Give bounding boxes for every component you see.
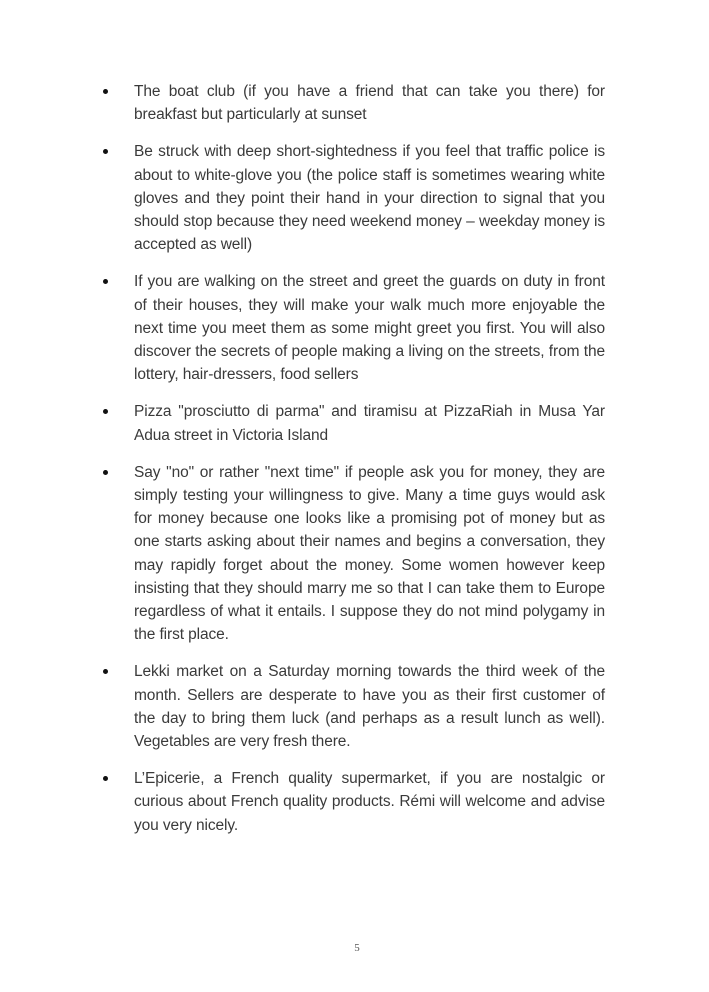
- bullet-icon: [103, 470, 108, 475]
- tips-bullet-list: [100, 80, 605, 851]
- list-item-text: Be struck with deep short-sightedness if you feel that traffic police is about to white-glove you (the police staff is sometimes wearing white gloves and they point their hand in your direction to signal that you should stop because they need weekend money – weekday money is accepted as well): [134, 143, 605, 254]
- bullet-icon: [103, 279, 108, 284]
- list-item: [100, 400, 605, 446]
- list-item-text: Say "no" or rather "next time" if people ask you for money, they are simply testing your willingness to give. Many a time guys would ask for money because one looks like a promising pot of money but as one starts asking about their names and begins a conversation, they may rapidly forget about the money. Some women however keep insisting that they should marry me so that I can take them to Europe regardless of what it entails. I suppose they do not mind polygamy in the first place.: [134, 463, 605, 644]
- list-item: [100, 80, 605, 126]
- page-number: 5: [354, 942, 360, 954]
- bullet-icon: [103, 89, 108, 94]
- list-item-text: Pizza "prosciutto di parma" and tiramisu at PizzaRiah in Musa Yar Adua street in Victoria Island: [134, 403, 605, 444]
- bullet-icon: [103, 149, 108, 154]
- list-item-text: L’Epicerie, a French quality supermarket, if you are nostalgic or curious about French quality products. Rémi will welcome and advise you very nicely.: [134, 770, 605, 834]
- list-item-text: The boat club (if you have a friend that can take you there) for breakfast but particularly at sunset: [134, 83, 605, 124]
- bullet-icon: [103, 409, 108, 414]
- list-item: [100, 767, 605, 837]
- list-item: [100, 140, 605, 256]
- list-item: [100, 270, 605, 386]
- list-item: [100, 461, 605, 647]
- bullet-icon: [103, 669, 108, 674]
- list-item: [100, 660, 605, 753]
- list-item-text: Lekki market on a Saturday morning towards the third week of the month. Sellers are desperate to have you as their first customer of the day to bring them luck (and perhaps as a result lunch as well). Vegetables are very fresh there.: [134, 663, 605, 751]
- list-item-text: If you are walking on the street and greet the guards on duty in front of their houses, they will make your walk much more enjoyable the next time you meet them as some might greet you first. You will also discover the secrets of people making a living on the streets, from the lottery, hair-dressers, food sellers: [134, 273, 605, 384]
- bullet-icon: [103, 776, 108, 781]
